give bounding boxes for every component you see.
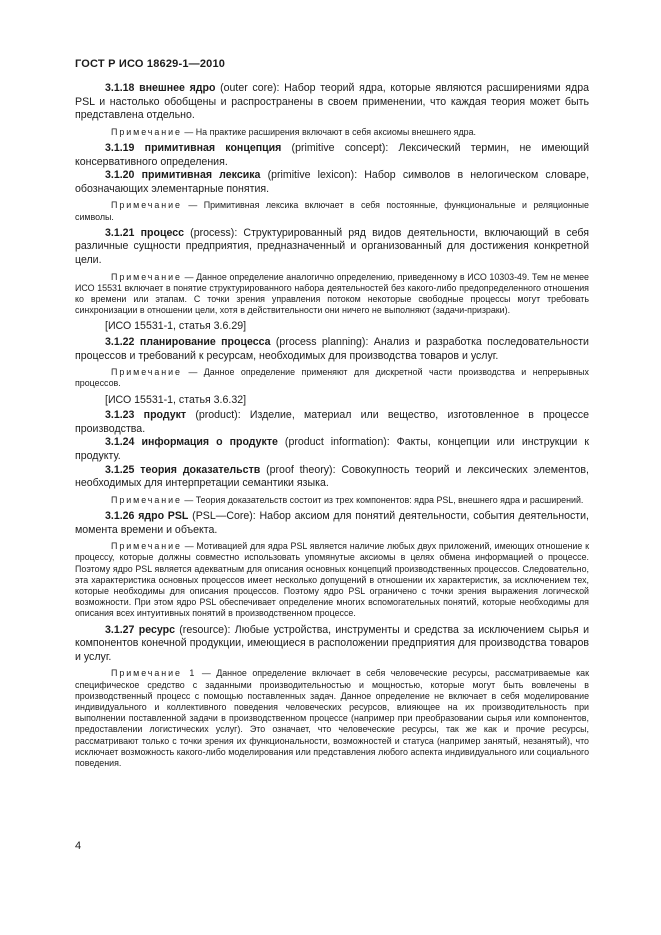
note-label: Примечание (111, 367, 182, 378)
note-paragraph: Примечание — Данное определение аналогично определению, приведенному в ИСО 10303-49. Тем не менее ИСО 15531 включает в понятие структурированного набора деятельностей без какого-либо предопределенного отношения ко времени или этапам. С точки зрения управления потоком некоторые свободные процессы могут требовать синхронизации в отношении цели, хотя в действительности они ничего не выполняют (задачи-призраки). (75, 271, 589, 316)
note-paragraph: Примечание — Мотивацией для ядра PSL является наличие любых двух приложений, имеющих отношение к процессу, которые должны совместно использовать упомянутые аксиомы в целях обмена информацией о процессе. Поэтому ядро PSL является адекватным для описания основных концепций производственных процессов. Следовательно, эта характеристика основных процессов имеет несколько допущений в отношении их характеристик, за исключением тех, которые необходимы для описания процессов. Поэтому ядро PSL ограничено с точки зрения выражения логической возможности. При этом ядро PSL обеспечивает определение многих вспомогательных понятий, которые необходимы для описания всех интуитивных понятий в производственном процессе. (75, 541, 589, 619)
term-label: 3.1.23 продукт (105, 409, 187, 422)
note-label: Примечание (111, 494, 182, 505)
note-label: Примечание 1 (111, 668, 197, 679)
page-content (75, 58, 589, 773)
definition-paragraph: 3.1.21 процесс (process): Структурированный ряд видов деятельности, включающий в себя различные сущности предприятия, предназначенный и организованный для достижения конкретной цели. (75, 226, 590, 266)
term-label: 3.1.19 примитивная концепция (105, 141, 282, 154)
note-paragraph: Примечание — Данное определение применяют для дискретной части производства и непрерывных процессов. (75, 367, 589, 389)
page-number: 4 (75, 840, 82, 852)
note-paragraph: Примечание — Примитивная лексика включает в себя постоянные, функциональные и реляционные символы. (75, 200, 589, 222)
definition-paragraph: 3.1.20 примитивная лексика (primitive lexicon): Набор символов в нелогическом словаре, обозначающих элементарные понятия. (75, 169, 590, 195)
note-label: Примечание (111, 541, 182, 552)
term-label: 3.1.21 процесс (105, 226, 185, 239)
term-label: 3.1.25 теория доказательств (105, 463, 261, 476)
note-label: Примечание (111, 126, 182, 137)
note-paragraph: Примечание 1 — Данное определение включает в себя человеческие ресурсы, рассматриваемые как специфическое средство с заданными производительностью и мощностью, которые могут быть вовлечены в производственный процесс с помощью поставленных задач. Данное определение не включает в себя моделирование индивидуального и коллективного поведения человеческих ресурсов, влияющее на их производительность при выполнении поставленной задачи в производственном процессе (например при преобразовании сырья или компонентов, предоставлении логистических услуг). Это означает, что человеческие ресурсы, так же как и прочие ресурсы, рассматривают только с точки зрения их функциональности, возможностей и статуса (например занятый, незанятый), что исключает возможность какого-либо моделирования или представления любого аспекта индивидуального или социального поведения. (75, 668, 589, 768)
note-label: Примечание (111, 271, 182, 282)
definition-paragraph: 3.1.19 примитивная концепция (primitive concept): Лексический термин, не имеющий консервативного определения. (75, 141, 589, 168)
term-label: 3.1.27 ресурс (105, 623, 175, 636)
definition-paragraph: 3.1.22 планирование процесса (process planning): Анализ и разработка последовательности процессов и требований к ресурсам, необходимых для производства товаров и услуг. (75, 335, 589, 362)
note-paragraph: Примечание — Теория доказательств состоит из трех компонентов: ядра PSL, внешнего ядра и расширений. (111, 494, 584, 505)
definition-paragraph: 3.1.27 ресурс (resource): Любые устройства, инструменты и средства за исключением сырья и компонентов конечной продукции, имеющиеся в расположении предприятия для производства товаров и услуг. (75, 623, 589, 663)
definition-paragraph: 3.1.26 ядро PSL (PSL—Core): Набор аксиом для понятий деятельности, события деятельности, момента времени и объекта. (75, 509, 590, 536)
term-label: 3.1.24 информация о продукте (105, 436, 278, 449)
document-body (75, 82, 589, 769)
reference-paragraph: [ИСО 15531-1, статья 3.6.29] (105, 320, 247, 333)
term-label: 3.1.18 внешнее ядро (105, 82, 216, 94)
page-header: ГОСТ Р ИСО 18629-1—2010 (75, 58, 226, 70)
term-label: 3.1.26 ядро PSL (105, 509, 189, 522)
definition-paragraph: 3.1.18 внешнее ядро (outer core): Набор теорий ядра, которые являются расширениями ядра PSL и настолько обобщены и распространены в своем применении, что каждая теория может быть представлена отдельно. (75, 82, 589, 122)
note-label: Примечание (111, 200, 182, 211)
note-paragraph: Примечание — На практике расширения включают в себя аксиомы внешнего ядра. (111, 126, 476, 137)
definition-paragraph: 3.1.23 продукт (product): Изделие, материал или вещество, изготовленное в процессе производства. (75, 409, 589, 435)
term-label: 3.1.20 примитивная лексика (105, 169, 261, 182)
term-label: 3.1.22 планирование процесса (105, 335, 271, 348)
definition-paragraph: 3.1.24 информация о продукте (product information): Факты, концепции или инструкции к продукту. (75, 436, 589, 462)
definition-paragraph: 3.1.25 теория доказательств (proof theory): Совокупность теорий и лексических элементов, необходимых для интерпретации семантики языка. (75, 463, 590, 490)
reference-paragraph: [ИСО 15531-1, статья 3.6.32] (105, 393, 247, 406)
